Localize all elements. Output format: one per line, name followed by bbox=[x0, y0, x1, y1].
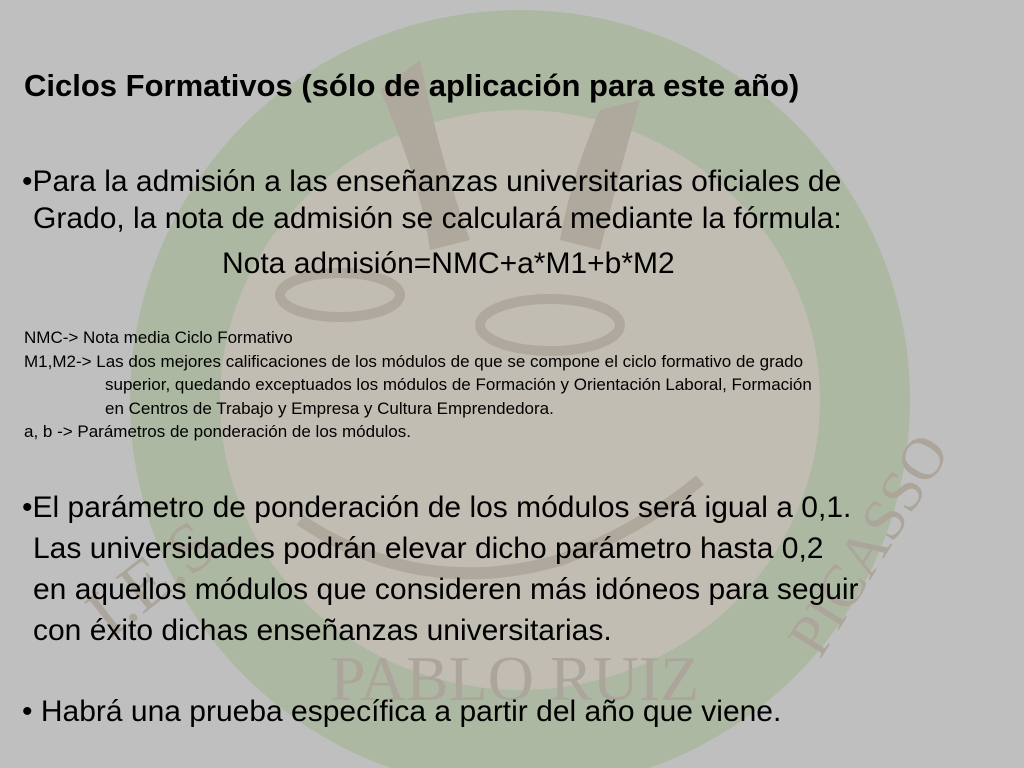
bullet-admission-formula bbox=[22, 163, 842, 237]
logo-lettering-bottom: PABLO RUIZ bbox=[330, 643, 700, 714]
bullet2-line3: en aquellos módulos que consideren más idóneos para seguir bbox=[33, 573, 859, 606]
formula-definitions bbox=[24, 326, 812, 444]
bullet-specific-test: • Habrá una prueba específica a partir del año que viene. bbox=[22, 695, 782, 728]
definition-m1-m2: M1,M2-> Las dos mejores calificaciones de los módulos de que se compone el ciclo formativo de grado bbox=[24, 351, 804, 371]
bullet2-line2: Las universidades podrán elevar dicho parámetro hasta 0,2 bbox=[33, 532, 824, 565]
logo-lettering: I.E.S. bbox=[72, 494, 244, 653]
bullet1-line1: •Para la admisión a las enseñanzas universitarias oficiales de bbox=[22, 165, 842, 198]
definition-m1-m2-cont2: en Centros de Trabajo y Empresa y Cultura Emprendedora. bbox=[105, 398, 554, 418]
logo-lettering-right: PICASSO bbox=[775, 422, 962, 667]
bullet1-line2: Grado, la nota de admisión se calculará mediante la fórmula: bbox=[33, 202, 842, 235]
admission-formula: Nota admisión=NMC+a*M1+b*M2 bbox=[222, 247, 675, 280]
bullet2-line4: con éxito dichas enseñanzas universitarias. bbox=[33, 614, 612, 647]
definition-nmc: NMC-> Nota media Ciclo Formativo bbox=[24, 328, 293, 347]
definition-a-b: a, b -> Parámetros de ponderación de los módulos. bbox=[24, 422, 411, 441]
bullet2-line1: •El parámetro de ponderación de los módulos será igual a 0,1. bbox=[22, 491, 852, 524]
definition-m1-m2-cont1: superior, quedando exceptuados los módulos de Formación y Orientación Laboral, Formación bbox=[105, 375, 812, 394]
slide-title: Ciclos Formativos (sólo de aplicación para este año) bbox=[24, 68, 800, 103]
bullet-weighting-parameter bbox=[22, 487, 859, 651]
